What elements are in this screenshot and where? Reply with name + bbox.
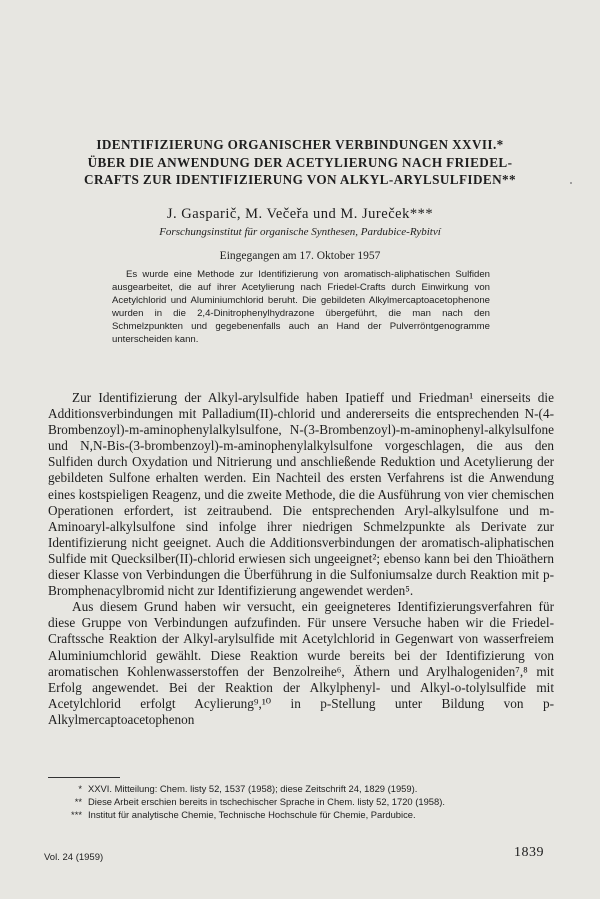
paragraph: Zur Identifizierung der Alkyl-arylsulfide haben Ipatieff und Friedman¹ einerseits die Additionsverbindungen mit Palladium(II)-chlorid und andererseits die entsprechenden N-(4-Brombenzoyl)-m-aminophenylalkylsulfone, N-(3-Brombenzoyl)-m-aminophenyl-alkylsulfone und N,N-Bis-(3-brombenzoyl)-m-aminophenylalkylsulfone vorgeschlagen, die aus den Sulfiden durch Oxydation und Nitrierung und anschließende Reduktion und Acetylierung der gebildeten Sulfone erhalten werden. Ein Nachteil des ersten Verfahrens ist die Anwendung eines kostspieligen Reagenz, und die zweite Methode, die die Ausführung von vier chemischen Operationen erfordert, ist zeitraubend. Die entsprechenden Aryl-alkylsulfone und m-Aminoaryl-alkylsulfone sind infolge ihrer niedrigen Schmelzpunkte als Derivate zur Identifizierung nicht geeignet. Auch die Additionsverbindungen der aromatisch-aliphatischen Sulfide mit Quecksilber(II)-chlorid erwiesen sich ungeeignet²; ebenso kann bei den Thioäthern dieser Klasse von Verbindungen die Überführung in die Sulfoniumsalze durch Reaktion mit p-Bromphenacylbromid nicht zur Identifizierung angewendet werden⁵. xyxy=(48,390,554,599)
footnote-mark: * xyxy=(78,783,82,794)
footnote-text: Institut für analytische Chemie, Technische Hochschule für Chemie, Pardubice. xyxy=(88,809,416,821)
footnote-text: Diese Arbeit erschien bereits in tschechischer Sprache in Chem. listy 52, 1720 (1958). xyxy=(88,796,445,808)
footnotes xyxy=(44,782,556,822)
article-title xyxy=(60,136,540,189)
title-line: ÜBER DIE ANWENDUNG DER ACETYLIERUNG NACH FRIEDEL- xyxy=(87,154,513,170)
journal-volume: Vol. 24 (1959) xyxy=(44,852,104,863)
footnote xyxy=(44,782,556,795)
paragraph: Aus diesem Grund haben wir versucht, ein geeigneteres Identifizierungsverfahren für diese Gruppe von Verbindungen aufzufinden. Für unsere Versuche haben wir die Friedel-Craftssche Reaktion der Alkyl-arylsulfide mit Acetylchlorid in Gegenwart von wasserfreiem Aluminiumchlorid gewählt. Diese Reaktion wurde bereits bei der Identifizierung von aromatischen Kohlenwasserstoffen der Benzolreihe⁶, Äthern und Arylhalogeniden⁷,⁸ mit Erfolg angewendet. Bei der Reaktion der Alkylphenyl- und Alkyl-o-tolylsulfide mit Acetylchlorid erfolgt Acylierung⁹,¹⁰ in p-Stellung unter Bildung von p-Alkylmercaptoacetophenon xyxy=(48,599,554,727)
affiliation: Forschungsinstitut für organische Synthesen, Pardubice-Rybitví xyxy=(159,226,441,238)
title-line: IDENTIFIZIERUNG ORGANISCHER VERBINDUNGEN XXVII.* xyxy=(96,137,504,152)
footnote xyxy=(44,808,556,821)
footnote xyxy=(44,795,556,808)
footnote-mark: *** xyxy=(71,809,82,821)
footnote-rule xyxy=(48,777,120,778)
authors: J. Gasparič, M. Večeřa und M. Jureček*** xyxy=(166,206,434,222)
abstract: Es wurde eine Methode zur Identifizierung von aromatisch-aliphatischen Sulfiden ausgearbeitet, die auf ihrer Acetylierung nach Friedel-Crafts durch Einwirkung von Acetylchlorid und Aluminiumchlorid beruht. Die gebildeten Alkylmercaptoacetophenone wurden in die 2,4-Dinitrophenylhydrazone übergeführt, die man nach den Schmelzpunkten und gegebenenfalls auch an Hand der Pulverröntgenogramme unterscheiden kann. xyxy=(112,269,490,346)
page-number: 1839 xyxy=(514,845,544,860)
body-text xyxy=(48,390,554,728)
scan-speck xyxy=(570,182,572,184)
footnote-mark: ** xyxy=(74,796,82,808)
received-date: Eingegangen am 17. Oktober 1957 xyxy=(219,250,381,262)
footnote-text: XXVI. Mitteilung: Chem. listy 52, 1537 (1958); diese Zeitschrift 24, 1829 (1959). xyxy=(88,783,418,794)
title-line: CRAFTS ZUR IDENTIFIZIERUNG VON ALKYL-ARYLSULFIDEN** xyxy=(84,172,516,187)
